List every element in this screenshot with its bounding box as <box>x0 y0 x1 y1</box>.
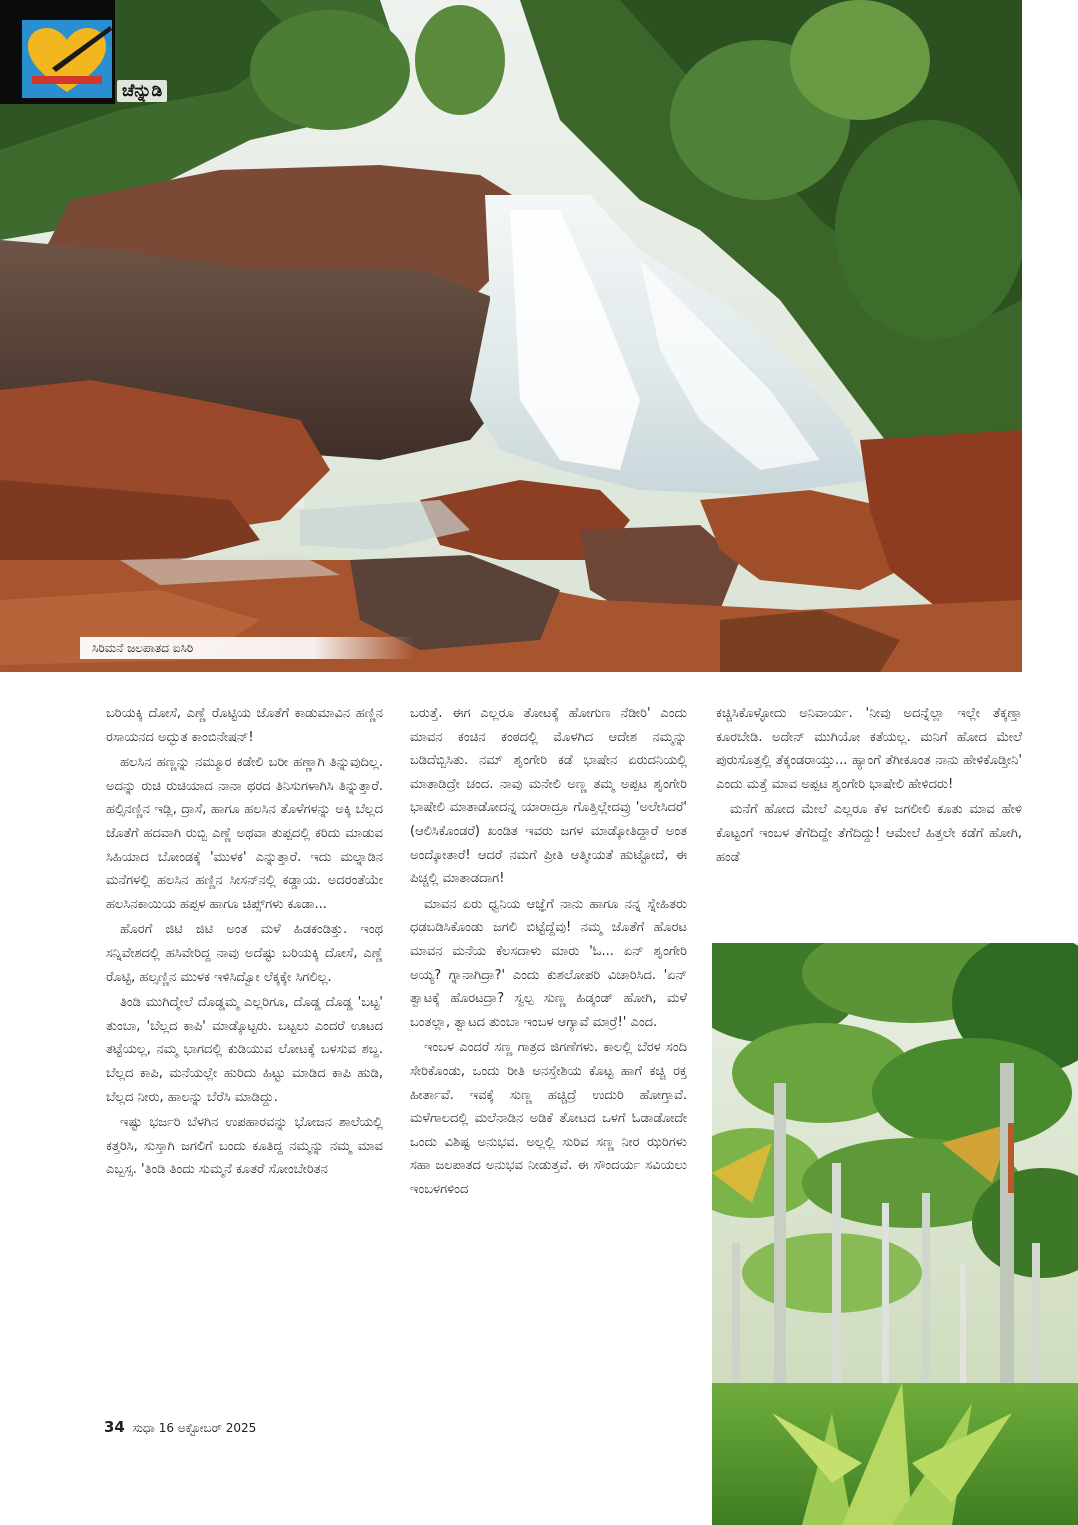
paragraph: ಮನೆಗೆ ಹೋದ ಮೇಲೆ ಎಲ್ಲರೂ ಕೆಳ ಜಗಲೀಲಿ ಕೂತು ಮಾವ ಹೇಳಿ ಕೊಟ್ಟಂಗೆ ಇಂಬಳ ತೆಗೆದಿದ್ದೇ ತೆಗೆದಿದ್ದು! ಆಮೇಲೆ ಹಿತ್ತಲೇ ಕಡೆಗೆ ಹೋಗಿ, ಹಂಡೆ <box>716 802 1022 865</box>
article-column-3 <box>716 702 1022 871</box>
paragraph: ಹೊರಗೆ ಜಿಟಿ ಜಿಟಿ ಅಂತ ಮಳೆ ಹಿಡಕಂಡಿತ್ತು. ಇಂಥ ಸನ್ನಿವೇಶದಲ್ಲಿ ಹಸಿವೇರಿದ್ದ ನಾವು ಅದೆಷ್ಟು ಬರಿಯಕ್ಕಿ ದೋಸೆ, ಎಣ್ಣೆ ರೊಟ್ಟಿ, ಹಲ್ಸಣ್ಣಿನ ಮುಳಕ ಇಳಿಸಿದ್ವೋ ಲೆಕ್ಕಕ್ಕೇ ಸಿಗಲಿಲ್ಲ. <box>106 922 383 985</box>
article-column-2 <box>410 702 687 1203</box>
heart-pen-logo-icon <box>22 20 112 98</box>
paragraph: ಇಂಬಳ ಎಂದರೆ ಸಣ್ಣ ಗಾತ್ರದ ಜಿಗಣೆಗಳು. ಕಾಲಲ್ಲಿ ಬೆರಳ ಸಂದಿ ಸೇರಿಕೊಂಡು, ಒಂದು ರೀತಿ ಅನಸ್ತೇಶಿಯ ಕೊಟ್ಟ ಹಾಗೆ ಕಚ್ಚಿ ರಕ್ತ ಹೀರ್ತಾವೆ. ಇವಕ್ಕೆ ಸುಣ್ಣ ಹಚ್ಚಿದ್ರೆ ಉದುರಿ ಹೋಗ್ತಾವೆ. ಮಳೆಗಾಲದಲ್ಲಿ ಮಲೆನಾಡಿನ ಅಡಿಕೆ ತೋಟದ ಒಳಗೆ ಓಡಾಡೋದೇ ಒಂದು ವಿಶಿಷ್ಟ ಅನುಭವ. ಅಲ್ಲಲ್ಲಿ ಸುರಿವ ಸಣ್ಣ ನೀರ ಝರಿಗಳು ಸಹಾ ಜಲಪಾತದ ಅನುಭವ ನೀಡುತ್ತವೆ. ಈ ಸೌಂದರ್ಯ ಸವಿಯಲು ಇಂಬಳಗಳಿಂದ <box>410 1040 687 1197</box>
areca-plantation-photo <box>712 943 1078 1525</box>
paragraph: ಕಚ್ಚಿಸಿಕೊಳ್ಳೋದು ಅನಿವಾರ್ಯ. 'ನೀವು ಅದನ್ನೆಲ್ಲಾ ಇಲ್ಲೇ ತೆಕ್ಕಣ್ತಾ ಕೂರಬೇಡಿ. ಅದೇನ್ ಮುಗಿಯೋ ಕತೆಯಲ್ಲ. ಮನಿಗೆ ಹೋದ ಮೇಲೆ ಪುರುಸೊತ್ತಲ್ಲಿ ತೆಕ್ಕಂಡರಾಯ್ತು... ಹ್ಯಾಂಗೆ ತೆಗೀಕೂಂತ ನಾನು ಹೇಳಿಕೊಡ್ತೀನಿ' ಎಂದು ಮತ್ತೆ ಮಾವ ಅಪ್ಪಟ ಶೃಂಗೇರಿ ಭಾಷೇಲಿ ಹೇಳಿದರು! <box>716 706 1022 792</box>
paragraph: ಮಾವನ ಏರು ಧ್ವನಿಯ ಆಜ್ಞೆಗೆ ನಾನು ಹಾಗೂ ನನ್ನ ಸ್ನೇಹಿತರು ಧಡಬಡಿಸಿಕೊಂಡು ಜಗಲಿ ಬಿಟ್ಟೆದ್ದೆವು! ನಮ್ಮ ಜೊತೆಗೆ ಹೊರಟ ಮಾವನ ಮನೆಯ ಕೆಲಸದಾಳು ಮಾರು 'ಓ... ಏನ್ ಶೃಂಗೇರಿ ಅಯ್ಯ? ಗ್ನಾನಾಗಿದ್ರಾ?' ಎಂದು ಕುಶಲೋಪರಿ ವಿಚಾರಿಸಿದ. 'ಏನ್ ತ್ವಾಟಕ್ಕೆ ಹೊರಟದ್ರಾ? ಸ್ವಲ್ಪ ಸುಣ್ಣ ಹಿಡ್ಕಂಡ್ ಹೋಗಿ, ಮಳೆ ಬಂತಲ್ಲಾ, ತ್ವಾಟದ ತುಂಬಾ ಇಂಬಳ ಆಗ್ಯಾವೆ ಮಾರ್ರೆ!' ಎಂದ. <box>410 896 687 1030</box>
paragraph: ಬರುತ್ತೆ. ಈಗ ಎಲ್ಲರೂ ತೋಟಕ್ಕೆ ಹೋಗುಣ ನೆಡೀರಿ' ಎಂದು ಮಾವನ ಕಂಚಿನ ಕಂಠದಲ್ಲಿ ಮೊಳಗಿದ ಆದೇಶ ನಮ್ಮನ್ನು ಬಡಿದೆಬ್ಬಿಸಿತು. ನಮ್ ಶೃಂಗೇರಿ ಕಡೆ ಭಾಷೇನ ಏರುದನಿಯಲ್ಲಿ ಮಾತಾಡಿದ್ರೇ ಚಂದ. ನಾವು ಮನೇಲಿ ಅಣ್ಣ ತಮ್ಮ ಅಪ್ಪಟ ಶೃಂಗೇರಿ ಭಾಷೇಲಿ ಮಾತಾಡೋದನ್ನ ಯಾರಾದ್ರೂ ಗೊತ್ತಿಲ್ಲೇದವ್ರು 'ಅಲೇಸಿದರೆ' (ಆಲಿಸಿಕೊಂಡರೆ) ಖಂಡಿತ ಇವರು ಜಗಳ ಮಾಡ್ಕೋತಿದ್ದಾರೆ ಅಂತ ಅಂದ್ಕೋತಾರೆ! ಆದರೆ ನಮಗೆ ಪ್ರೀತಿ ಆತ್ಮೀಯತೆ ಹುಟ್ಟೋದೆ, ಈ ಪಿಚ್ಚಲ್ಲಿ ಮಾತಾಡದಾಗ! <box>410 706 687 887</box>
paragraph: ಬರಿಯಕ್ಕಿ ದೋಸೆ, ಎಣ್ಣೆ ರೊಟ್ಟಿಯ ಜೊತೆಗೆ ಕಾಡುಮಾವಿನ ಹಣ್ಣಿನ ರಸಾಯನದ ಅದ್ಭುತ ಕಾಂಬಿನೇಷನ್! <box>106 706 383 745</box>
page-number: 34 <box>104 1418 125 1436</box>
photo-caption: ಸಿರಿಮನೆ ಜಲಪಾತದ ಐಸಿರಿ <box>80 637 414 659</box>
page-footer <box>104 1418 256 1436</box>
paragraph: ಹಲಸಿನ ಹಣ್ಣನ್ನು ನಮ್ಮೂರ ಕಡೇಲಿ ಬರೀ ಹಣ್ಣಾಗಿ ತಿನ್ನುವುದಿಲ್ಲ. ಅದನ್ನು ರುಚಿ ರುಚಿಯಾದ ನಾನಾ ಥರದ ತಿನಿಸುಗಳಾಗಿಸಿ ತಿನ್ನುತ್ತಾರೆ. ಹಲ್ಸಿನಣ್ಣಿನ ಇಡ್ಲಿ, ದ್ರಾಸೆ, ಹಾಗೂ ಹಲಸಿನ ತೊಳೆಗಳನ್ನು ಅಕ್ಕಿ ಬೆಲ್ಲದ ಜೊತೆಗೆ ಹದವಾಗಿ ರುಬ್ಬಿ ಎಣ್ಣೆ ಅಥವಾ ತುಪ್ಪದಲ್ಲಿ ಕರಿದು ಮಾಡುವ ಸಿಹಿಯಾದ ಬೋಂಡಕ್ಕೆ 'ಮುಳಕ' ಎನ್ನುತ್ತಾರೆ. ಇದು ಮಲ್ನಾಡಿನ ಮನೆಗಳಲ್ಲಿ ಹಲಸಿನ ಹಣ್ಣಿನ ಸೀಸನ್‌ನಲ್ಲಿ ಕಡ್ಡಾಯ. ಅದರಂತೆಯೇ ಹಲಸಿನಕಾಯಿಯ ಹಪ್ಪಳ ಹಾಗೂ ಚಿಪ್ಸ್‌ಗಳು ಕೂಡಾ... <box>106 755 383 912</box>
paragraph: ತಿಂಡಿ ಮುಗಿದ್ಮೇಲೆ ದೊಡ್ಡಮ್ಮ ಎಲ್ಲರಿಗೂ, ದೊಡ್ಡ ದೊಡ್ಡ 'ಬಟ್ಟ' ತುಂಬಾ, 'ಬೆಲ್ಲದ ಕಾಪಿ' ಮಾಡ್ಕೊಟ್ಟರು. ಬಟ್ಟಲು ಎಂದರೆ ಊಟದ ತಟ್ಟೆಯಲ್ಲ, ನಮ್ಮ ಭಾಗದಲ್ಲಿ ಕುಡಿಯುವ ಲೋಟಕ್ಕೆ ಬಳಸುವ ಶಬ್ದ. ಬೆಲ್ಲದ ಕಾಪಿ, ಮನೆಯಲ್ಲೇ ಹುರಿದು ಹಿಟ್ಟು ಮಾಡಿದ ಕಾಪಿ ಹುಡಿ, ಬೆಲ್ಲದ ನೀರು, ಹಾಲನ್ನು ಬೆರೆಸಿ ಮಾಡಿದ್ದು. <box>106 995 383 1105</box>
logo-box <box>0 0 115 104</box>
paragraph: ಇಷ್ಟು ಭರ್ಜರಿ ಬೆಳಗಿನ ಉಪಹಾರವನ್ನು ಭೋಜನ ಶಾಲೆಯಲ್ಲಿ ಕತ್ತರಿಸಿ, ಸುಸ್ತಾಗಿ ಜಗಲಿಗೆ ಬಂದು ಕೂತಿದ್ದ ನಮ್ಮನ್ನು ನಮ್ಮ ಮಾವ ಎಬ್ಬಸ್ಸ. 'ತಿಂಡಿ ತಿಂದು ಸುಮ್ಮನೆ ಕೂತರೆ ಸೋಂಬೇರಿತನ <box>106 1115 383 1178</box>
article-column-1 <box>106 702 383 1184</box>
section-title: ಚೆನ್ನುಡಿ <box>117 80 167 102</box>
publication-info: ಸುಧಾ 16 ಅಕ್ಟೋಬರ್ 2025 <box>132 1421 257 1435</box>
